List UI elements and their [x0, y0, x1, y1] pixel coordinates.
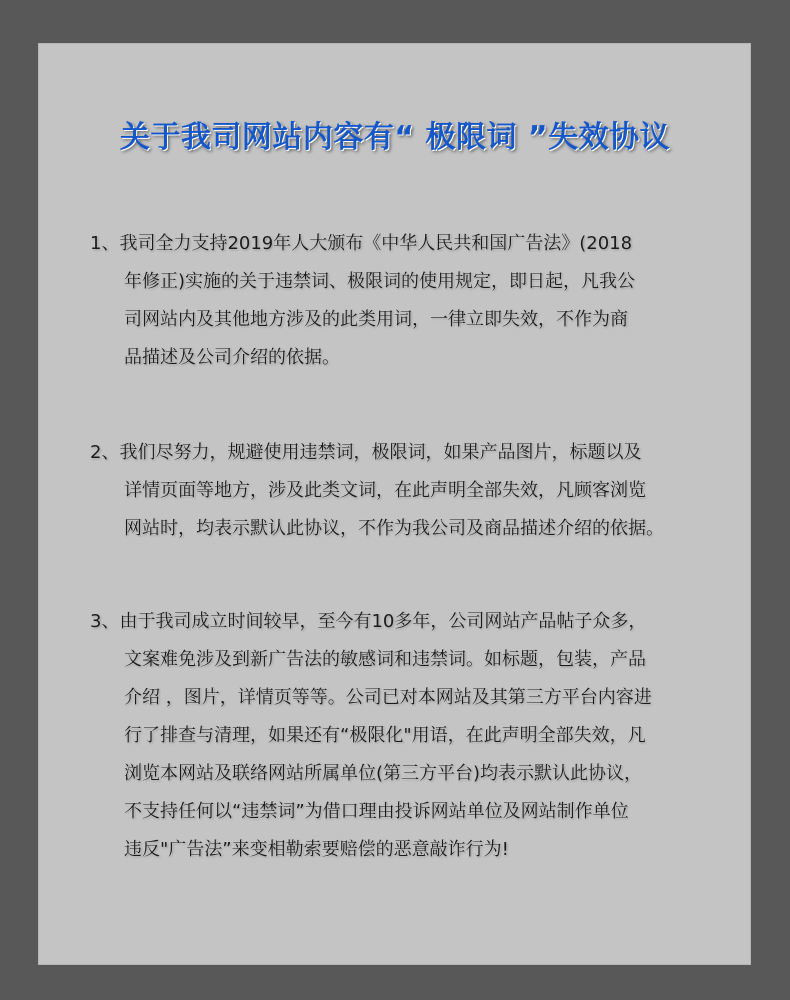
page-title: 关于我司网站内容有“ 极限词 ”失效协议 — [119, 120, 671, 155]
paragraph-line: 年修正)实施的关于违禁词、极限词的使用规定，即日起，凡我公 — [124, 271, 636, 292]
paragraph-line: 司网站内及其他地方涉及的此类用词，一律立即失效，不作为商 — [124, 309, 628, 330]
paragraph-line: 品描述及公司介绍的依据。 — [124, 347, 340, 368]
paragraph-line: 详情页面等地方，涉及此类文词，在此声明全部失效，凡顾客浏览 — [124, 480, 646, 501]
paragraph-line: 介绍 ，图片，详情页等等。公司已对本网站及其第三方平台内容进 — [124, 687, 652, 708]
paragraph-line: 网站时，均表示默认此协议，不作为我公司及商品描述介绍的依据。 — [124, 518, 664, 539]
paragraph-line: 3、由于我司成立时间较早，至今有10多年，公司网站产品帖子众多， — [90, 611, 647, 632]
paragraph-3 — [90, 603, 750, 869]
paragraph-1 — [90, 225, 750, 377]
paragraph-line: 文案难免涉及到新广告法的敏感词和违禁词。如标题，包装，产品 — [124, 649, 646, 670]
paragraph-line: 不支持任何以“违禁词”为借口理由投诉网站单位及网站制作单位 — [124, 801, 629, 822]
paragraph-line: 浏览本网站及联络网站所属单位(第三方平台)均表示默认此协议， — [124, 763, 643, 784]
paragraph-line: 行了排查与清理，如果还有“极限化"用语，在此声明全部失效，凡 — [124, 725, 646, 746]
paragraph-2 — [90, 434, 750, 548]
paragraph-line: 2、我们尽努力，规避使用违禁词，极限词，如果产品图片，标题以及 — [90, 442, 642, 463]
paragraph-line: 违反"广告法”来变相勒索要赔偿的恶意敲诈行为! — [124, 839, 509, 860]
paragraph-line: 1、我司全力支持2019年人大颁布《中华人民共和国广告法》(2018 — [90, 233, 633, 254]
